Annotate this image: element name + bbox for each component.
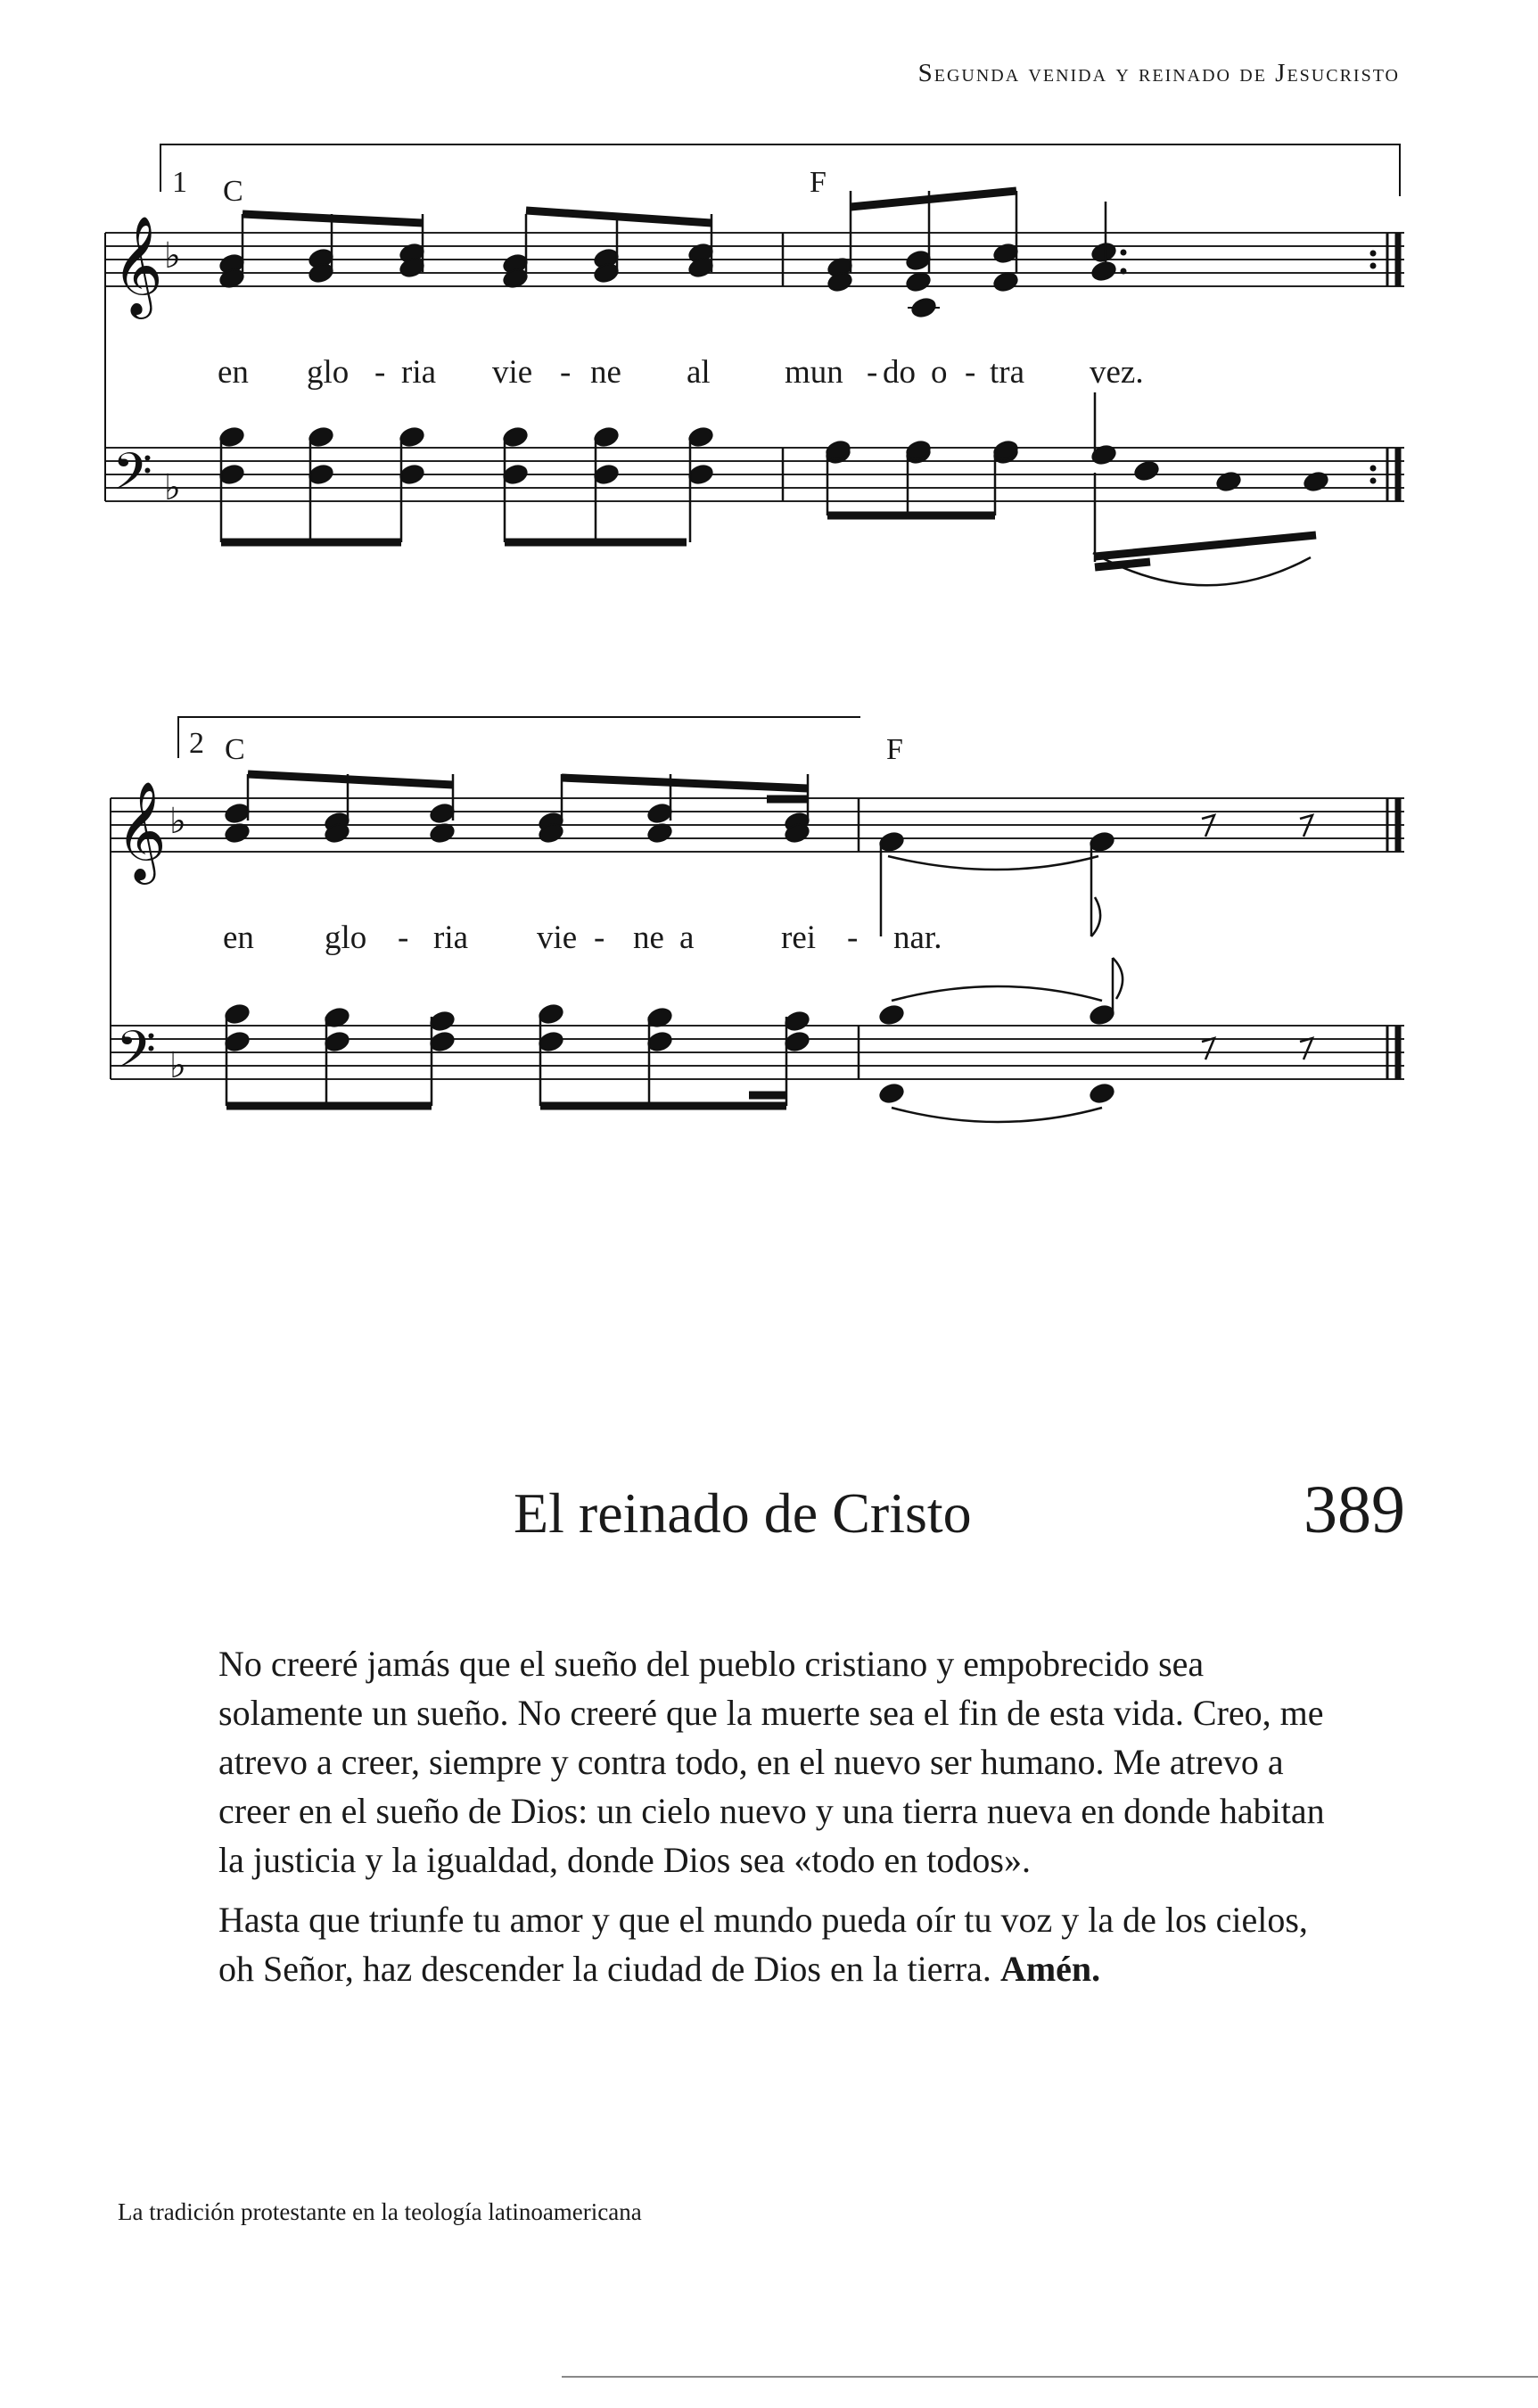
amen-text: Amén. [999,1949,1101,1989]
repeat-dot [1370,466,1376,471]
lyric-hyphen: - [594,919,605,956]
notehead [538,1002,565,1026]
notehead [646,802,674,825]
notehead [1303,470,1330,493]
lyric-syllable: al [687,354,711,391]
key-signature-flat: ♭ [164,235,181,276]
notehead [1090,241,1118,264]
lyric-syllable: rei [781,919,817,956]
lyric-syllable: ria [401,354,437,391]
notehead [218,425,246,449]
notehead [502,463,530,486]
lyric-hyphen: - [847,919,859,956]
hymn-title: El reinado de Cristo [514,1481,972,1545]
lyric-hyphen: - [867,354,878,391]
notehead [593,425,621,449]
eighth-rest [1202,1038,1214,1060]
notehead [646,1030,674,1053]
notehead [687,463,715,486]
lyric-syllable: nar. [893,919,942,956]
bottom-rule [562,2376,1538,2378]
notehead [878,830,906,854]
lyric-syllable: mun [785,354,843,391]
lyric-syllable: ne [633,919,664,956]
lyric-syllable: ne [590,354,621,391]
beam [526,210,711,223]
notehead [687,425,715,449]
notehead [224,1002,251,1026]
prayer-text [218,1639,1342,2004]
lyric-syllable: glo [325,919,367,956]
eighth-rest [1300,1038,1312,1060]
notehead [1215,470,1243,493]
lyric-hyphen: - [398,919,409,956]
notehead [224,1030,251,1053]
notehead [878,1003,906,1027]
treble-clef: 𝄞 [116,780,167,880]
lyric-syllable: o [931,354,948,391]
key-signature-flat: ♭ [169,801,186,842]
notehead [308,463,335,486]
dot [1121,268,1126,274]
volta-bracket-1 [160,144,1400,196]
source-footer: La tradición protestante en la teología latinoamericana [118,2198,642,2225]
lyric-syllable: vez. [1090,354,1144,391]
ending-1-label: 1 [172,166,187,199]
notehead [784,1010,811,1033]
flag [1113,958,1123,999]
lyric-syllable: glo [307,354,350,391]
notehead [784,1030,811,1053]
repeat-dot [1370,478,1376,483]
notehead [1090,260,1118,283]
lyric-syllable: en [223,919,254,956]
music-score [0,0,1538,1159]
running-header: Segunda venida y reinado de Jesucristo [917,59,1400,87]
lyric-syllable: do [883,354,916,391]
notehead [429,802,456,825]
prayer-paragraph-2 [218,1895,1342,1993]
lyric-hyphen: - [560,354,572,391]
repeat-dot [1370,263,1376,268]
lyric-syllable: tra [990,354,1025,391]
lyric-syllable: a [679,919,695,956]
notehead [1089,1082,1116,1105]
repeat-dot [1370,251,1376,256]
chord-c-1: C [223,175,243,208]
key-signature-flat: ♭ [169,1045,186,1086]
beam [562,778,808,788]
notehead [502,425,530,449]
lyric-hyphen: - [965,354,976,391]
prayer-paragraph-2-text: Hasta que triunfe tu amor y que el mundo pueda oír tu voz y la de los cielos, oh Señor, haz descender la ciudad de Dios en la tierra. [218,1900,1308,1989]
notehead [399,425,426,449]
notehead [218,463,246,486]
notehead [1089,830,1116,854]
lyric-syllable: vie [492,354,533,391]
notehead [324,1030,351,1053]
notehead [593,463,621,486]
chord-f-1: F [810,166,827,199]
hymn-number: 389 [1304,1472,1405,1547]
prayer-paragraph-1: No creeré jamás que el sueño del pueblo cristiano y empobrecido sea solamente un sueño. No creeré que la muerte sea el fin de esta vida. Creo, me atrevo a creer, siempre y contra todo, en el nuevo ser humano. Me atrevo a creer en el sueño de Dios: un cielo nuevo y una tierra nueva en donde habitan la justicia y la igualdad, donde Dios sea «todo en todos». [218,1644,1325,1880]
notehead [905,249,933,272]
beam [248,774,453,785]
notehead [429,1010,456,1033]
notehead [308,425,335,449]
lyric-hyphen: - [374,354,386,391]
notehead [1133,459,1161,482]
notehead [399,463,426,486]
lyric-syllable: ria [433,919,469,956]
slur [1093,553,1311,585]
notehead [224,802,251,825]
ending-2-label: 2 [189,727,204,760]
chord-c-2: C [225,733,245,766]
lyric-syllable: en [218,354,249,391]
notehead [1089,1003,1116,1027]
notehead [429,1030,456,1053]
notehead [538,1030,565,1053]
notehead [878,1082,906,1105]
tie [888,856,1098,870]
dot [1121,250,1126,255]
bass-clef: 𝄢 [116,1019,157,1093]
beam [851,191,1016,207]
key-signature-flat: ♭ [164,467,181,508]
beam [1095,535,1316,557]
beam [243,214,423,223]
notehead [992,242,1020,265]
bass-clef: 𝄢 [112,441,153,515]
tie [892,986,1102,1001]
flag [1091,897,1100,936]
volta-bracket-2 [178,717,860,758]
chord-f-2: F [886,733,903,766]
lyric-syllable: vie [537,919,578,956]
tie [892,1108,1102,1122]
treble-clef: 𝄞 [112,215,163,315]
